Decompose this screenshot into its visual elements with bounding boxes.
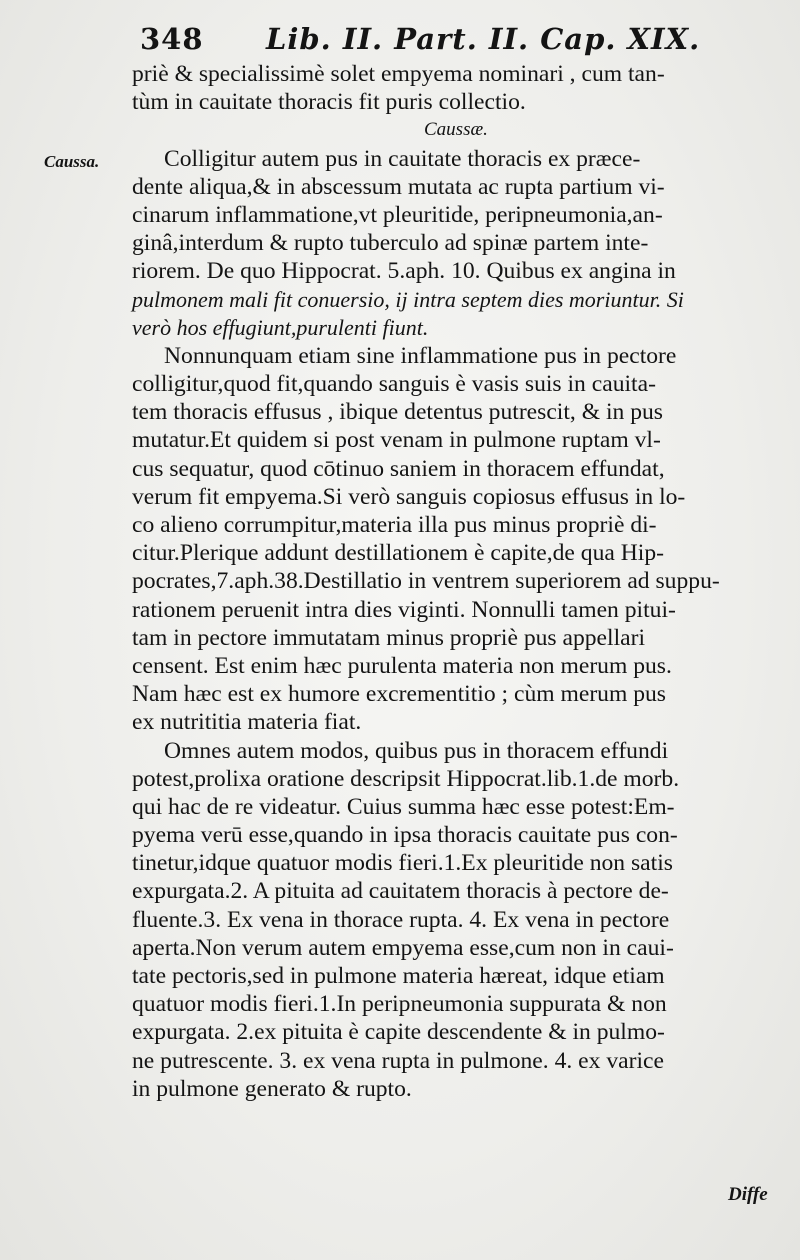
section-heading: Caussæ.: [424, 119, 488, 141]
text-line: expurgata. 2.ex pituita è capite descendente & in pulmo-: [132, 1019, 665, 1046]
text-line: expurgata.2. A pituita ad cauitatem thoracis à pectore de-: [132, 878, 669, 905]
text-line: tam in pectore immutatam minus propriè pus appellari: [132, 624, 646, 651]
text-body: [132, 60, 782, 1103]
text-line: Nonnunquam etiam sine inflammatione pus in pectore: [164, 342, 677, 369]
margin-note: Caussa.: [44, 152, 100, 171]
text-line: pyema verū esse,quando in ipsa thoracis cauitate pus con-: [132, 822, 678, 849]
text-line: tate pectoris,sed in pulmone materia hæreat, idque etiam: [132, 963, 665, 989]
text-line: ex nutrititia materia fiat.: [132, 709, 362, 736]
text-line: tùm in cauitate thoracis fit puris collectio.: [132, 89, 526, 116]
page-header: [140, 22, 700, 62]
page-number: 348: [140, 22, 204, 56]
text-line: dente aliqua,& in abscessum mutata ac rupta partium vi-: [132, 173, 665, 200]
catchword: Diffe: [728, 1184, 768, 1205]
text-line: verò hos effugiunt,purulenti fiunt.: [132, 314, 429, 340]
text-line: cus sequatur, quod cōtinuo saniem in thoracem effundat,: [132, 455, 665, 482]
text-line: tem thoracis effusus , ibique detentus putrescit, & in pus: [132, 399, 663, 426]
running-title: Lib. II. Part. II. Cap. XIX.: [266, 22, 701, 56]
text-line: pulmonem mali fit conuersio, ij intra septem dies moriuntur. Si: [132, 286, 684, 312]
text-line: in pulmone generato & rupto.: [132, 1075, 412, 1102]
text-line: censent. Est enim hæc purulenta materia non merum pus.: [132, 652, 672, 679]
text-line: ginâ,interdum & rupto tuberculo ad spinæ partem inte-: [132, 230, 649, 257]
text-line: tinetur,idque quatuor modis fieri.1.Ex pleuritide non satis: [132, 850, 673, 877]
text-line: Nam hæc est ex humore excrementitio ; cùm merum pus: [132, 681, 666, 708]
text-line: citur.Plerique addunt destillationem è capite,de qua Hip-: [132, 540, 665, 567]
text-line: mutatur.Et quidem si post venam in pulmone ruptam vl-: [132, 427, 661, 454]
text-line: verum fit empyema.Si verò sanguis copiosus effusus in lo-: [132, 483, 686, 510]
text-line: priè & specialissimè solet empyema nominari , cum tan-: [132, 61, 665, 87]
text-line: ne putrescente. 3. ex vena rupta in pulmone. 4. ex varice: [132, 1047, 664, 1074]
text-line: cinarum inflammatione,vt pleuritide, peripneumonia,an-: [132, 201, 663, 228]
text-line: co alieno corrumpitur,materia illa pus minus propriè di-: [132, 512, 657, 538]
text-line: colligitur,quod fit,quando sanguis è vasis suis in cauita-: [132, 371, 656, 398]
text-line: Colligitur autem pus in cauitate thoracis ex præce-: [164, 145, 641, 172]
text-line: pocrates,7.aph.38.Destillatio in ventrem superiorem ad suppu-: [132, 568, 720, 595]
text-line: quatuor modis fieri.1.In peripneumonia suppurata & non: [132, 991, 667, 1018]
text-line: aperta.Non verum autem empyema esse,cum non in caui-: [132, 934, 674, 961]
text-line: fluente.3. Ex vena in thorace rupta. 4. Ex vena in pectore: [132, 906, 670, 933]
text-line: riorem. De quo Hippocrat. 5.aph. 10. Quibus ex angina in: [132, 258, 676, 285]
text-line: Omnes autem modos, quibus pus in thoracem effundi: [164, 737, 669, 764]
text-line: rationem peruenit intra dies viginti. Nonnulli tamen pitui-: [132, 596, 676, 623]
text-line: potest,prolixa oratione descripsit Hippocrat.lib.1.de morb.: [132, 765, 680, 792]
text-line: qui hac de re videatur. Cuius summa hæc esse potest:Em-: [132, 793, 675, 820]
